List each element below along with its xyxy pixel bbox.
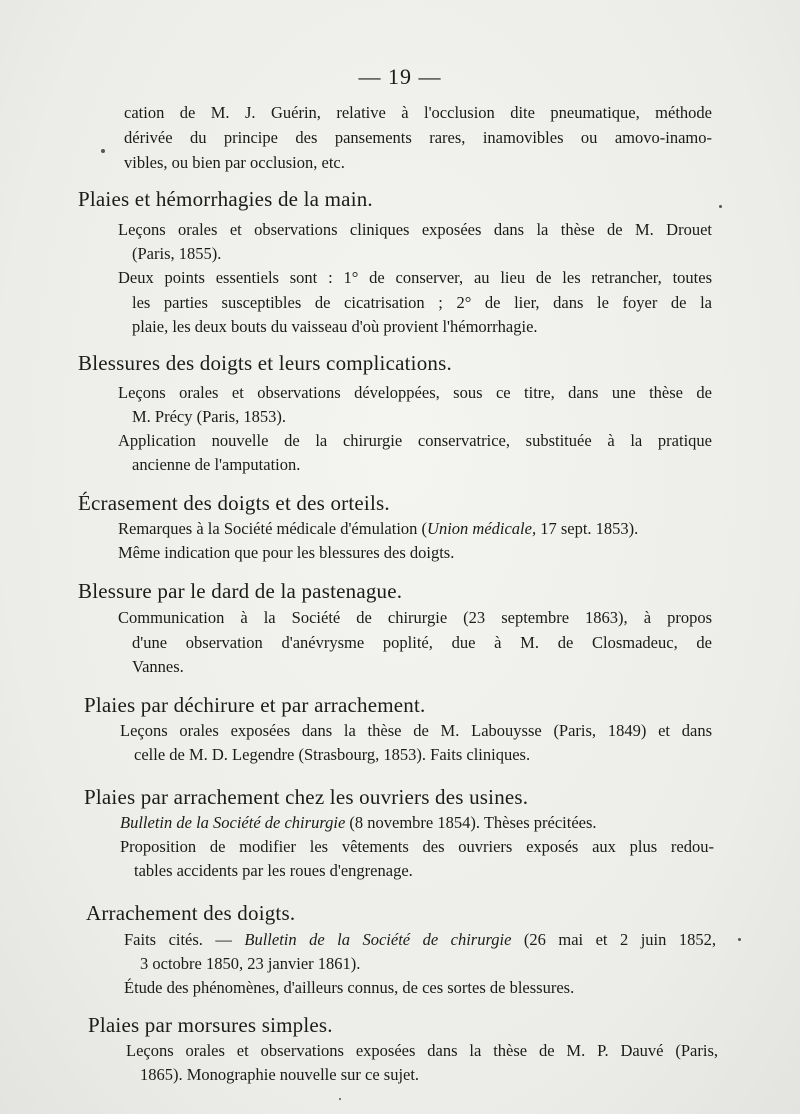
paragraph-line: Bulletin de la Société de chirurgie (8 novembre 1854). Thèses précitées. [120,813,597,832]
intro-line-3: vibles, ou bien par occlusion, etc. [124,153,345,172]
scan-speck [719,205,722,208]
paragraph-line: 3 octobre 1850, 23 janvier 1861). [140,954,361,973]
paragraph-line: tables accidents par les roues d'engrenage. [134,861,413,880]
section-heading: Arrachement des doigts. [86,901,296,925]
paragraph-line: Faits cités. — Bulletin de la Société de chirurgie (26 mai et 2 juin 1852, [124,930,716,949]
paragraph-line: Leçons orales et observations exposées dans la thèse de M. P. Dauvé (Paris, [126,1041,718,1060]
paragraph-line: Deux points essentiels sont : 1° de conserver, au lieu de les retrancher, toutes [118,268,712,287]
paragraph-line: Proposition de modifier les vêtements des ouvriers exposés aux plus redou- [120,837,714,856]
paragraph-line: les parties susceptibles de cicatrisation ; 2° de lier, dans le foyer de la [132,293,712,312]
intro-line-2: dérivée du principe des pansements rares, inamovibles ou amovo-inamo- [124,128,712,147]
paragraph-line: d'une observation d'anévrysme poplité, due à M. de Closmadeuc, de [132,633,712,652]
scan-speck [101,149,105,153]
paragraph-line: Leçons orales et observations cliniques exposées dans la thèse de M. Drouet [118,220,712,239]
section-heading: Plaies par arrachement chez les ouvriers des usines. [84,785,529,809]
paragraph-line: Étude des phénomènes, d'ailleurs connus, de ces sortes de blessures. [124,978,575,997]
section-heading: Blessure par le dard de la pastenague. [78,579,403,603]
section-heading: Plaies par déchirure et par arrachement. [84,693,426,717]
paragraph-line: Leçons orales exposées dans la thèse de M. Labouysse (Paris, 1849) et dans [120,721,712,740]
paragraph-line: 1865). Monographie nouvelle sur ce sujet. [140,1065,420,1084]
paragraph-line: celle de M. D. Legendre (Strasbourg, 1853). Faits cliniques. [134,745,531,764]
paragraph-line: (Paris, 1855). [132,244,222,263]
scan-speck [339,1098,341,1100]
paragraph-line: Leçons orales et observations développées, sous ce titre, dans une thèse de [118,383,712,402]
section-heading: Plaies par morsures simples. [88,1013,333,1037]
paragraph-line: Application nouvelle de la chirurgie conservatrice, substituée à la pratique [118,431,712,450]
paragraph-line: M. Précy (Paris, 1853). [132,407,286,426]
paragraph-line: Remarques à la Société médicale d'émulation (Union médicale, 17 sept. 1853). [118,519,639,538]
intro-line-1: cation de M. J. Guérin, relative à l'occlusion dite pneumatique, méthode [124,103,712,122]
section-heading: Plaies et hémorrhagies de la main. [78,187,373,211]
section-heading: Blessures des doigts et leurs complications. [78,351,452,375]
paragraph-line: Communication à la Société de chirurgie (23 septembre 1863), à propos [118,608,712,627]
paragraph-line: plaie, les deux bouts du vaisseau d'où provient l'hémorrhagie. [132,317,538,336]
page-number: — 19 — [358,64,442,89]
paragraph-line: Vannes. [132,657,184,676]
scan-speck [738,938,741,941]
paragraph-line: ancienne de l'amputation. [132,455,301,474]
section-heading: Écrasement des doigts et des orteils. [78,491,390,515]
paragraph-line: Même indication que pour les blessures des doigts. [118,543,455,562]
